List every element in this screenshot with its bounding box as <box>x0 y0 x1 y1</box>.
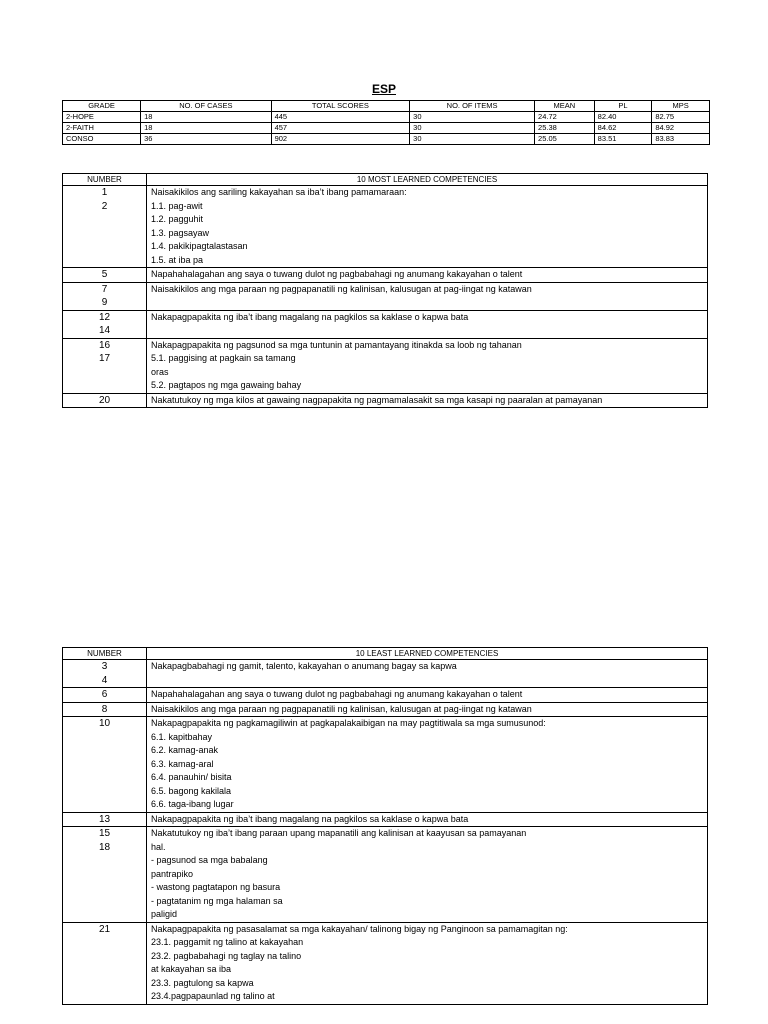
least-learned-rows <box>63 660 708 1005</box>
competency-line: 6.6. taga-ibang lugar <box>151 799 234 809</box>
competency-number: 2 <box>101 200 108 212</box>
table-row <box>63 134 710 145</box>
cell-mean: 24.72 <box>535 112 595 123</box>
cell-mean: 25.38 <box>535 123 595 134</box>
competency-line: 1.4. pakikipagtalastasan <box>151 241 248 251</box>
competency-number: 20 <box>98 394 111 406</box>
competency-number: 10 <box>98 718 111 729</box>
competency-line: 6.5. bagong kakilala <box>151 785 232 796</box>
competency-line: Nakapagpapakita ng iba’t ibang magalang na pagkilos sa kaklase o kapwa bata <box>151 311 469 322</box>
competency-number: 4 <box>101 674 108 686</box>
least-learned-header-row <box>63 648 708 660</box>
competency-number-cell <box>63 660 147 688</box>
competency-line: Nakapagbabahagi ng gamit, talento, kakayahan o anumang bagay sa kapwa <box>151 661 457 671</box>
table-row <box>63 922 708 1004</box>
cell-cases: 18 <box>141 112 271 123</box>
competency-number-cell <box>63 310 147 338</box>
table-row <box>63 812 708 827</box>
competency-line: 1.2. pagguhit <box>151 214 204 224</box>
competency-line: Naisakikilos ang mga paraan ng pagpapanatili ng kalinisan, kalusugan at pag-iingat ng katawan <box>151 283 532 294</box>
cell-pl: 84.62 <box>594 123 652 134</box>
competency-line: 1.5. at iba pa <box>151 254 204 265</box>
cell-total-scores: 902 <box>271 134 410 145</box>
table-row <box>63 702 708 717</box>
competency-text-cell <box>147 393 708 408</box>
cell-total-scores: 457 <box>271 123 410 134</box>
table-row <box>63 338 708 393</box>
competency-number: 8 <box>101 703 108 715</box>
competency-line: 6.1. kapitbahay <box>151 731 213 742</box>
summary-table <box>62 100 710 145</box>
competency-line: Nakapagpapakita ng pagsunod sa mga tuntunin at pamantayang itinakda sa loob ng tahanan <box>151 339 522 350</box>
most-learned-header-row <box>63 174 708 186</box>
competency-text-cell <box>147 310 708 338</box>
competency-line: Nakatutukoy ng mga kilos at gawaing nagpapakita ng pagmamalasakit sa mga kasapi ng paaralan at pamayanan <box>151 394 603 405</box>
competency-number: 1 <box>101 187 108 198</box>
header-pl: PL <box>594 101 652 112</box>
competency-line: 6.3. kamag-aral <box>151 758 214 769</box>
header-grade: GRADE <box>63 101 141 112</box>
most-learned-rows <box>63 186 708 408</box>
competency-line: 23.2. pagbabahagi ng taglay na talino <box>151 950 302 961</box>
competency-line: 1.3. pagsayaw <box>151 227 210 238</box>
competency-line: 5.1. paggising at pagkain sa tamang <box>151 353 296 363</box>
header-competencies: 10 MOST LEARNED COMPETENCIES <box>147 174 708 186</box>
competency-line: at kakayahan sa iba <box>151 964 232 974</box>
competency-line: paligid <box>151 909 178 919</box>
cell-mps: 82.75 <box>652 112 710 123</box>
cell-pl: 83.51 <box>594 134 652 145</box>
competency-text-cell <box>147 717 708 813</box>
competency-number-cell <box>63 812 147 827</box>
competency-line: Nakatutukoy ng iba’t ibang paraan upang mapanatili ang kalinisan at kaayusan sa pamayanan <box>151 828 527 838</box>
header-mps: MPS <box>652 101 710 112</box>
table-row <box>63 827 708 923</box>
cell-mean: 25.05 <box>535 134 595 145</box>
competency-number-cell <box>63 186 147 268</box>
competency-number-cell <box>63 268 147 283</box>
competency-line: Nakapagpapakita ng pagkamagiliwin at pagkapalakaibigan na may pagtitiwala sa mga sumusunod: <box>151 718 546 728</box>
competency-number-cell <box>63 922 147 1004</box>
competency-number: 21 <box>98 923 111 935</box>
most-learned-table <box>62 173 708 408</box>
table-row <box>63 282 708 310</box>
competency-number-cell <box>63 717 147 813</box>
competency-number: 12 <box>98 311 111 323</box>
competency-line: - pagsunod sa mga babalang <box>151 855 268 865</box>
competency-number-cell <box>63 393 147 408</box>
competency-number: 16 <box>98 339 111 351</box>
competency-number: 15 <box>98 828 111 839</box>
header-number: NUMBER <box>63 174 147 186</box>
cell-grade: CONSO <box>63 134 141 145</box>
competency-line: hal. <box>151 841 166 852</box>
cell-pl: 82.40 <box>594 112 652 123</box>
header-total-scores: TOTAL SCORES <box>271 101 410 112</box>
competency-number-cell <box>63 338 147 393</box>
competency-number-cell <box>63 688 147 703</box>
competency-text-cell <box>147 338 708 393</box>
competency-line: 1.1. pag-awit <box>151 200 203 211</box>
least-learned-table <box>62 647 708 1005</box>
competency-number: 17 <box>98 353 111 364</box>
competency-number: 5 <box>101 269 108 280</box>
competency-text-cell <box>147 186 708 268</box>
competency-line: Napahahalagahan ang saya o tuwang dulot ng pagbabahagi ng anumang kakayahan o talent <box>151 269 523 279</box>
header-number: NUMBER <box>63 648 147 660</box>
competency-text-cell <box>147 827 708 923</box>
competency-text-cell <box>147 702 708 717</box>
competency-line: Nakapagpapakita ng pasasalamat sa mga kakayahan/ talinong bigay ng Panginoon sa pamamagitan ng: <box>151 923 568 934</box>
competency-text-cell <box>147 268 708 283</box>
cell-cases: 36 <box>141 134 271 145</box>
table-row <box>63 268 708 283</box>
competency-line: 6.4. panauhin/ bisita <box>151 772 232 782</box>
cell-total-scores: 445 <box>271 112 410 123</box>
table-row <box>63 123 710 134</box>
cell-items: 30 <box>410 123 535 134</box>
competency-number: 18 <box>98 841 111 853</box>
competency-line: 23.1. paggamit ng talino at kakayahan <box>151 937 304 947</box>
competency-line: 23.3. pagtulong sa kapwa <box>151 977 254 988</box>
competency-number-cell <box>63 702 147 717</box>
header-no-of-cases: NO. OF CASES <box>141 101 271 112</box>
competency-line: - pagtatanim ng mga halaman sa <box>151 895 283 906</box>
competency-line: Naisakikilos ang sariling kakayahan sa iba’t ibang pamamaraan: <box>151 187 407 197</box>
competency-line: - wastong pagtatapon ng basura <box>151 882 281 892</box>
competency-number: 13 <box>98 813 111 825</box>
table-row <box>63 660 708 688</box>
table-row <box>63 688 708 703</box>
header-competencies: 10 LEAST LEARNED COMPETENCIES <box>147 648 708 660</box>
competency-line: 23.4.pagpapaunlad ng talino at <box>151 991 275 1001</box>
cell-grade: 2-HOPE <box>63 112 141 123</box>
cell-mps: 84.92 <box>652 123 710 134</box>
cell-items: 30 <box>410 134 535 145</box>
competency-number: 9 <box>101 297 108 308</box>
table-row <box>63 310 708 338</box>
competency-number: 7 <box>101 283 108 295</box>
competency-text-cell <box>147 812 708 827</box>
competency-number: 3 <box>101 661 108 672</box>
competency-line: pantrapiko <box>151 868 194 879</box>
table-row <box>63 112 710 123</box>
summary-header-row <box>63 101 710 112</box>
header-mean: MEAN <box>535 101 595 112</box>
table-row <box>63 393 708 408</box>
competency-text-cell <box>147 688 708 703</box>
table-row <box>63 717 708 813</box>
competency-line: 6.2. kamag-anak <box>151 745 219 755</box>
competency-number-cell <box>63 282 147 310</box>
competency-line: Naisakikilos ang mga paraan ng pagpapanatili ng kalinisan, kalusugan at pag-iingat ng katawan <box>151 703 532 714</box>
competency-line: oras <box>151 366 169 377</box>
competency-number-cell <box>63 827 147 923</box>
cell-cases: 18 <box>141 123 271 134</box>
cell-grade: 2-FAITH <box>63 123 141 134</box>
competency-line: Napahahalagahan ang saya o tuwang dulot ng pagbabahagi ng anumang kakayahan o talent <box>151 689 523 699</box>
cell-mps: 83.83 <box>652 134 710 145</box>
competency-text-cell <box>147 660 708 688</box>
competency-text-cell <box>147 922 708 1004</box>
competency-number: 6 <box>101 689 108 700</box>
header-no-of-items: NO. OF ITEMS <box>410 101 535 112</box>
table-row <box>63 186 708 268</box>
page-title: ESP <box>371 82 396 96</box>
competency-text-cell <box>147 282 708 310</box>
competency-line: Nakapagpapakita ng iba’t ibang magalang na pagkilos sa kaklase o kapwa bata <box>151 813 469 824</box>
competency-number: 14 <box>98 325 111 336</box>
competency-line: 5.2. pagtapos ng mga gawaing bahay <box>151 380 302 390</box>
cell-items: 30 <box>410 112 535 123</box>
